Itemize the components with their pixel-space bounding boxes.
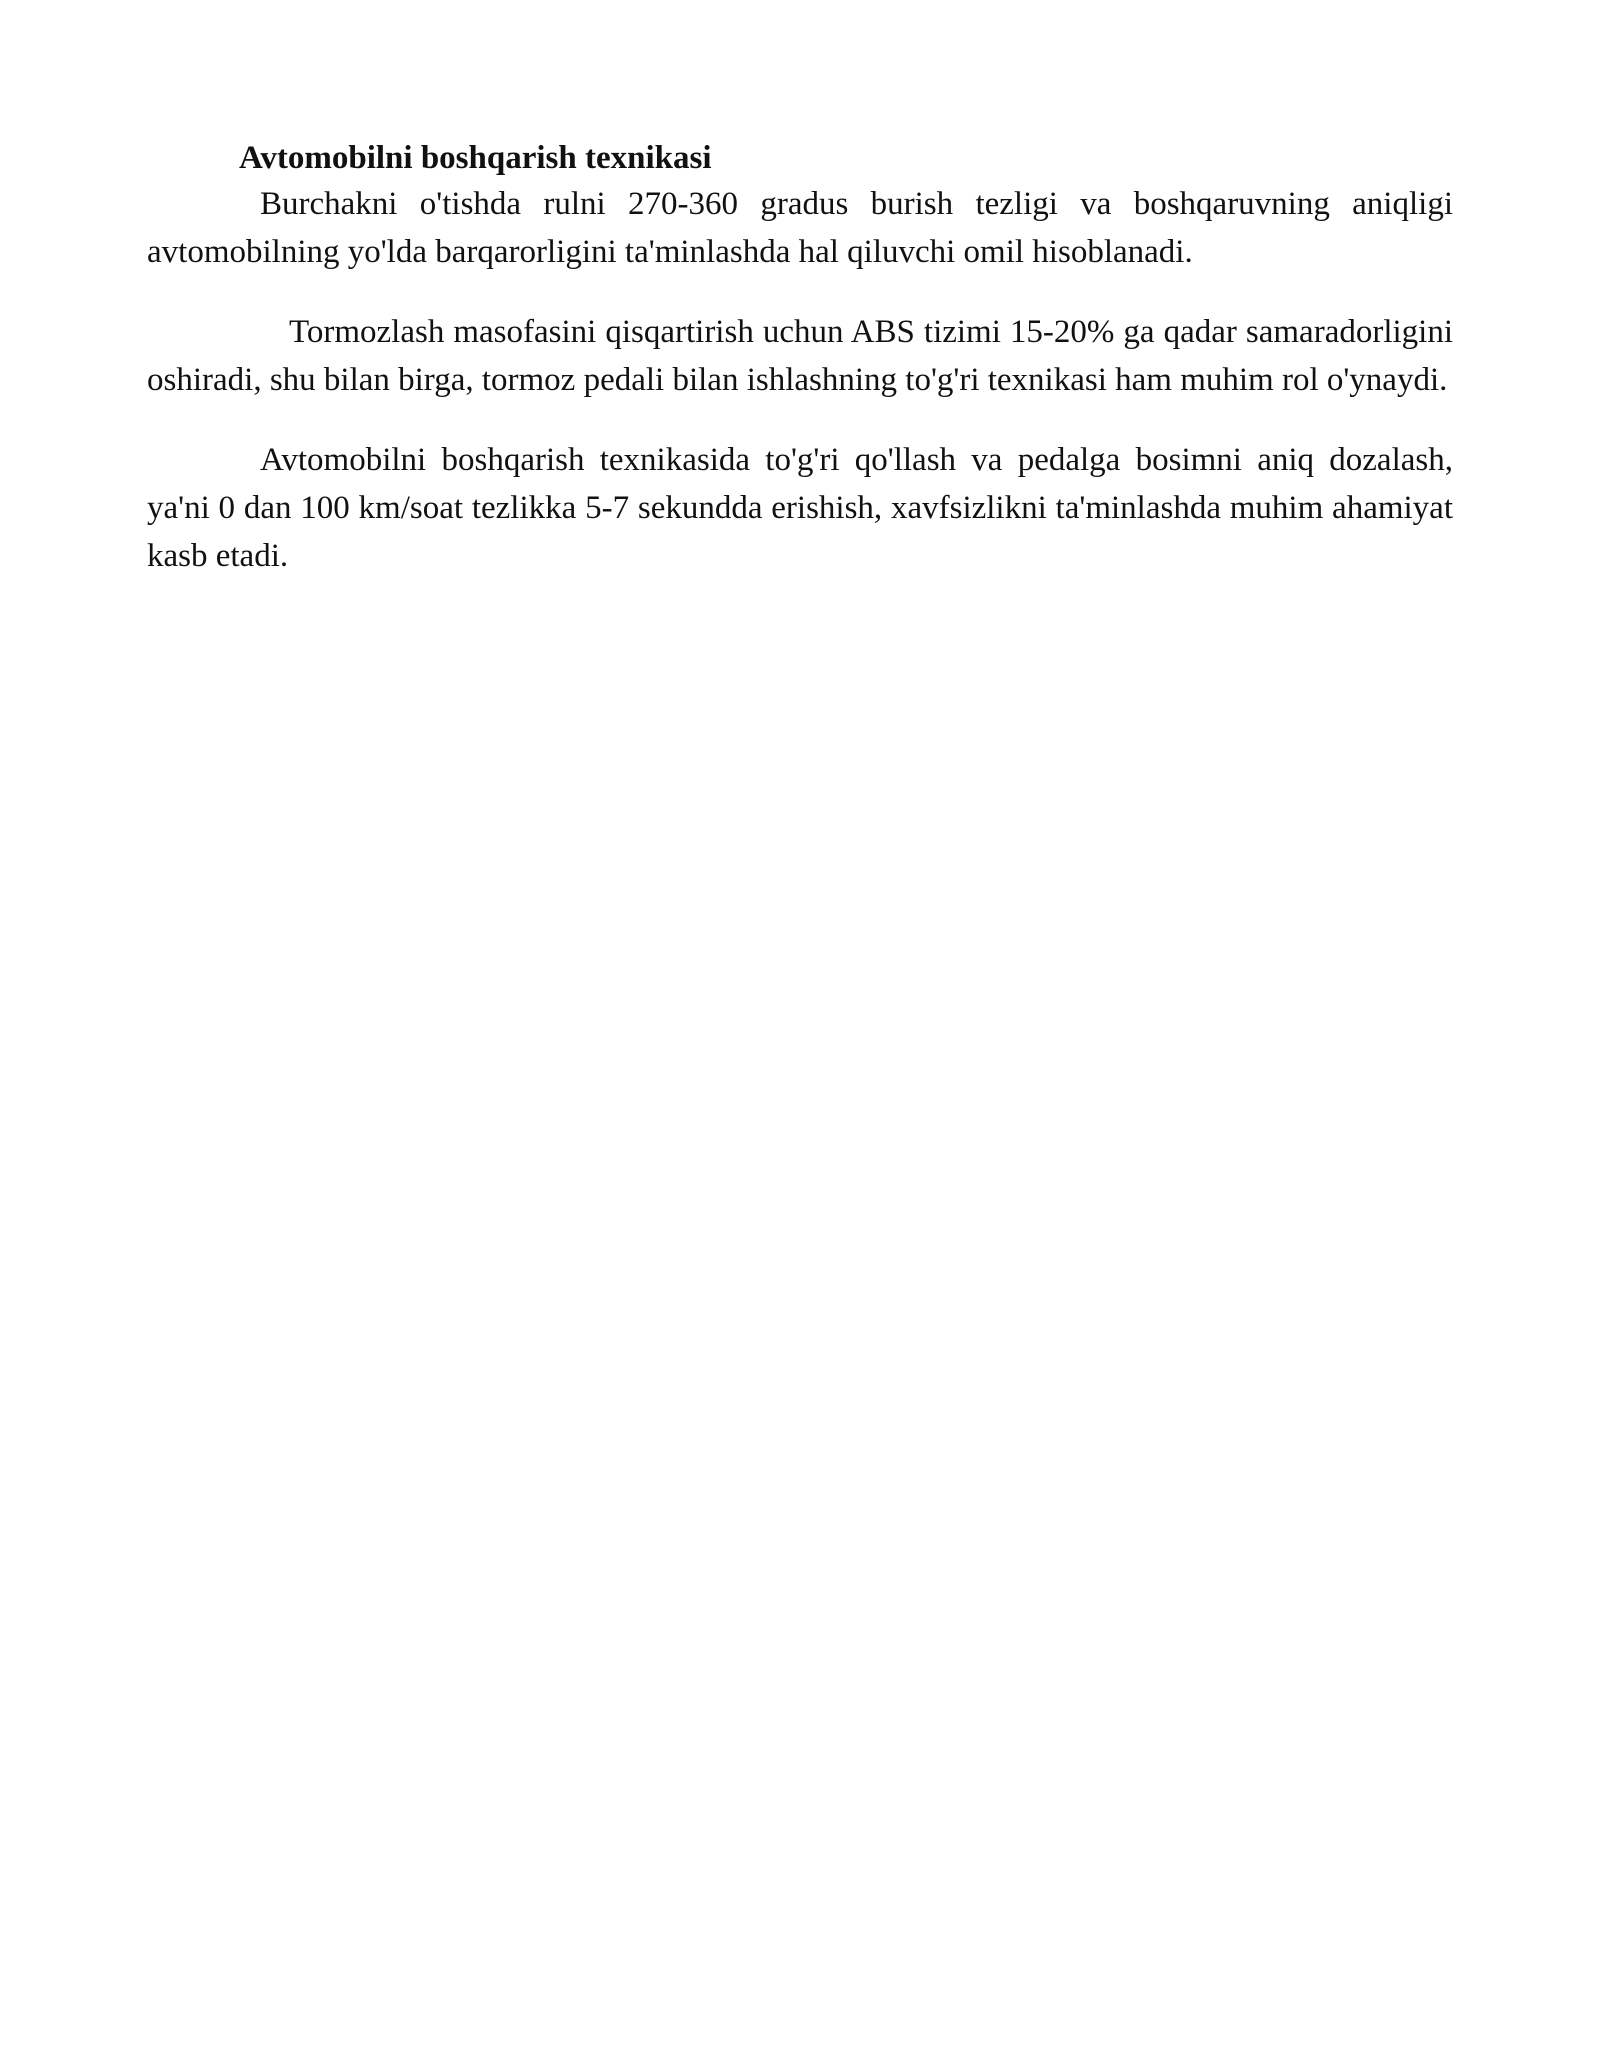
document-title: Avtomobilni boshqarish texnikasi (239, 140, 712, 176)
paragraph-acceleration: Avtomobilni boshqarish texnikasida to'g'ri qo'llash va pedalga bosimni aniq dozalash, ya'ni 0 dan 100 km/soat tezlikka 5-7 sekundda erishish, xavfsizlikni ta'minlashda muhim ahamiyat kasb etadi. (147, 442, 1453, 574)
paragraph-braking: Tormozlash masofasini qisqartirish uchun ABS tizimi 15-20% ga qadar samaradorligini oshiradi, shu bilan birga, tormoz pedali bilan ishlashning to'g'ri texnikasi ham muhim rol o'ynaydi. (147, 314, 1453, 398)
document-body (147, 136, 1453, 580)
paragraph-steering: Burchakni o'tishda rulni 270-360 gradus burish tezligi va boshqaruvning aniqligi avtomobilning yo'lda barqarorligini ta'minlashda hal qiluvchi omil hisoblanadi. (147, 186, 1453, 270)
